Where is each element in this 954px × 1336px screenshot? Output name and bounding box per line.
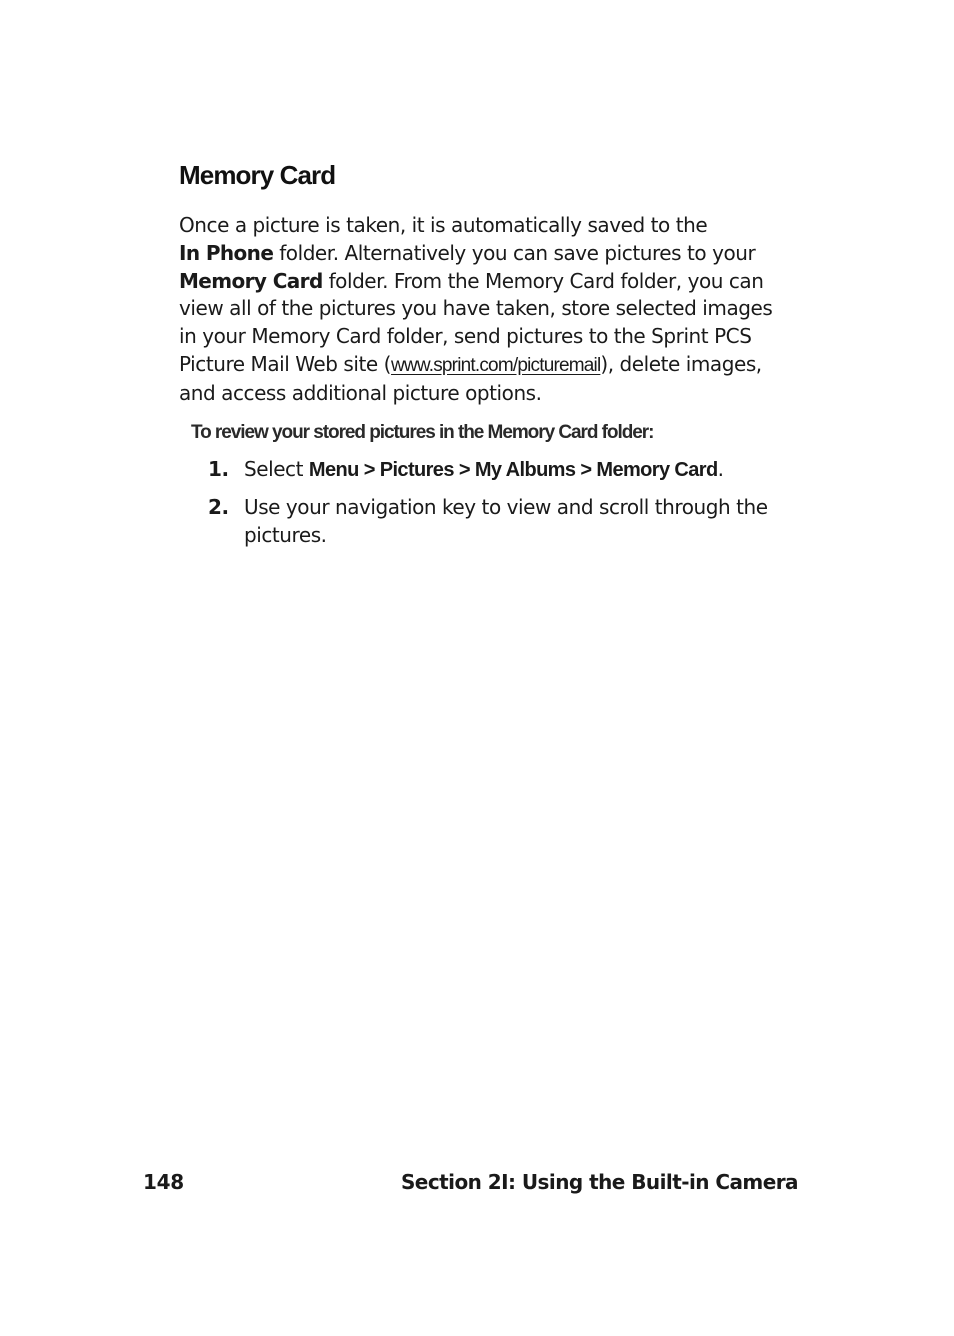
section-label: Section 2I: Using the Built-in Camera [400, 1170, 798, 1194]
procedure-title: To review your stored pictures in the Memory Card folder: [191, 422, 654, 443]
step-number: 1. [208, 457, 229, 481]
step-number: 2. [208, 494, 229, 519]
page-number: 148 [143, 1170, 184, 1194]
step-suffix: . [717, 457, 724, 481]
intro-text-1: Once a picture is taken, it is automatically saved to the [179, 213, 708, 237]
in-phone-label: In Phone [179, 240, 274, 265]
picture-mail-link[interactable]: www.sprint.com/picturemail [391, 354, 601, 376]
intro-text-2: folder. Alternatively you can save pictures to your [273, 240, 756, 265]
step-item [208, 494, 788, 550]
intro-text-3: folder. From the Memory Card folder, you can view all of the pictures you have taken, store selected images in your Memory Card folder, send pictures to the Sprint PCS Picture Mail Web site ( [179, 268, 773, 376]
intro-text-4: ), delete images, and access additional picture options. [179, 351, 762, 405]
step-item [208, 456, 788, 485]
memory-card-label: Memory Card [179, 268, 323, 293]
section-heading: Memory Card [179, 160, 336, 190]
menu-path: Menu > Pictures > My Albums > Memory Card [308, 459, 718, 481]
steps-list [208, 456, 788, 558]
step-prefix: Select [244, 457, 309, 481]
intro-paragraph [179, 212, 779, 408]
step-text: Use your navigation key to view and scroll through the pictures. [244, 494, 768, 547]
